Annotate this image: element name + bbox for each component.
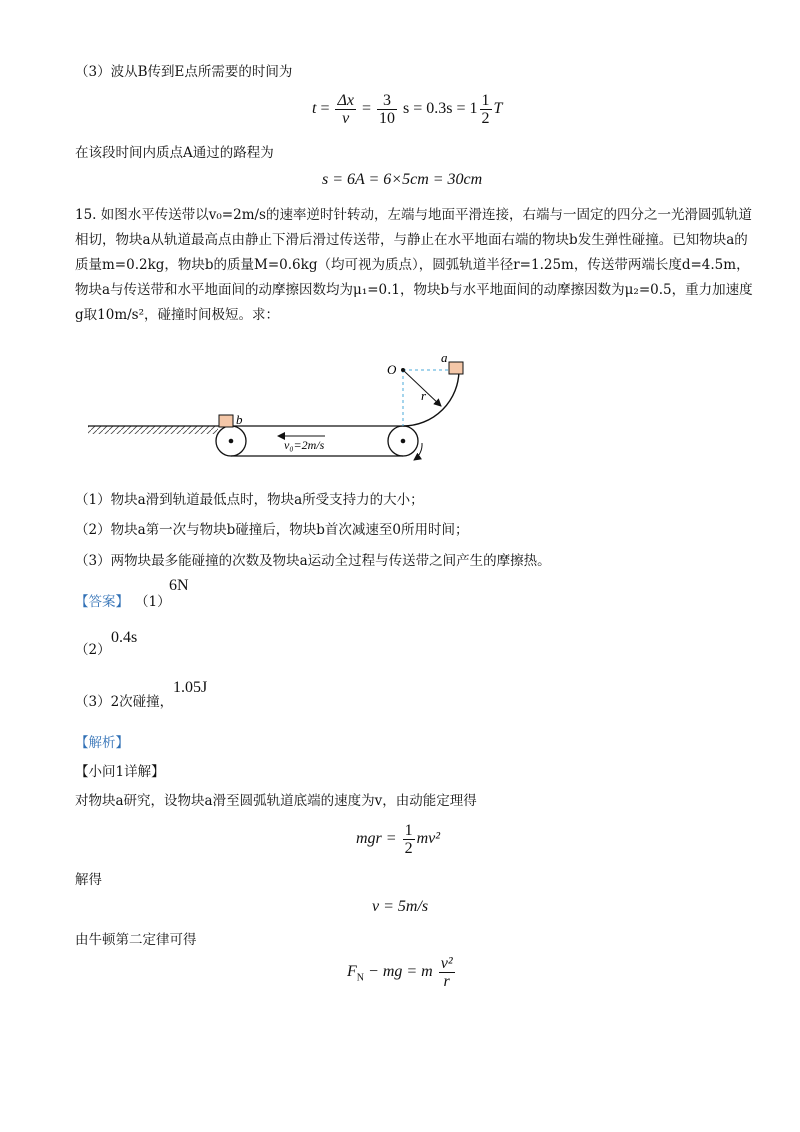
left-pulley-axle: [229, 439, 234, 444]
eq3-F: F: [347, 963, 357, 981]
fraction-1-2: [480, 92, 492, 127]
answer-1-value: 6N: [169, 577, 189, 594]
question-1: （1）物块a滑到轨道最低点时，物块a所受支持力的大小；: [75, 492, 424, 508]
fraction-half: [403, 822, 415, 857]
answer-3-prefix: （3）2次碰撞，: [75, 694, 174, 710]
eq3-mid: − mg = m: [364, 963, 433, 981]
label-a: a: [441, 352, 448, 365]
frac-num: 1: [481, 92, 490, 109]
fraction-3-10: [377, 92, 397, 127]
fraction-v2-r: [439, 955, 455, 990]
label-b: b: [236, 412, 243, 427]
fraction-dx-v: [335, 92, 356, 127]
conveyor-diagram: [85, 352, 485, 472]
newton-text: 由牛顿第二定律可得: [75, 932, 197, 948]
block-b: [219, 415, 233, 427]
rotation-arrow: [414, 443, 422, 460]
velocity-label: v₀=2m/s: [284, 438, 325, 452]
problem-15-text: 15. 如图水平传送带以v₀=2m/s的速率逆时针转动，左端与地面平滑连接，右端与一固定的四分之一光滑圆弧轨道相切，物块a从轨道最高点由静止下滑后滑过传送带，与静止在水平地面右端的物块b发生弹性碰撞。已知物块a的质量m=0.2kg，物块b的质量M=0.6kg（均可视为质点），圆弧轨道半径r=1.25m，传送带两端长度d=4.5m，物块a与传送带和水平地面间的动摩擦因数均为μ₁=0.1，物块b与水平地面间的动摩擦因数为μ₂=0.5，重力加速度g取10m/s²，碰撞时间极短。求：: [75, 207, 753, 323]
answer-2-prefix: （2）: [75, 642, 111, 658]
subquestion-1-label: 【小问1详解】: [75, 764, 165, 780]
frac-num: 3: [377, 92, 397, 110]
solve-text: 解得: [75, 872, 102, 888]
eq-t-symbol: t: [312, 100, 317, 118]
label-O: O: [387, 362, 397, 377]
frac-den: r: [443, 973, 450, 990]
frac-num: Δx: [337, 92, 354, 109]
answer-1-prefix: （1）: [135, 594, 171, 610]
analysis-label: 【解析】: [75, 735, 129, 751]
eq1-left: mgr =: [356, 830, 397, 848]
equation-velocity: v = 5m/s: [372, 898, 429, 915]
answer-label: 【答案】: [75, 594, 129, 610]
eq3-sub: N: [356, 972, 365, 984]
equation-energy: [356, 822, 440, 857]
equation-time: t = $\frac{\Delta x}{v}$ = $\frac{3}{10}$ s = 0.3s = 1 $\frac{1}{2}$ T: [312, 92, 503, 127]
question-3: （3）两物块最多能碰撞的次数及物块a运动全过程与传送带之间产生的摩擦热。: [75, 553, 551, 569]
block-a: [449, 362, 463, 374]
question-2: （2）物块a第一次与物块b碰撞后，物块b首次减速至0所用时间；: [75, 522, 469, 538]
answer-3-value: 1.05J: [173, 679, 208, 696]
path-text: 在该段时间内质点A通过的路程为: [75, 145, 274, 161]
frac-den: 2: [404, 840, 413, 857]
frac-num: 1: [404, 822, 413, 839]
right-pulley-axle: [401, 439, 406, 444]
frac-den: 2: [481, 110, 490, 127]
frac-den: 10: [379, 110, 396, 127]
equation-path: s = 6A = 6×5cm = 30cm: [322, 171, 483, 188]
answer-2-value: 0.4s: [111, 629, 138, 646]
center-point: [401, 368, 405, 372]
frac-den: v: [342, 110, 350, 127]
frac-num: v²: [440, 955, 453, 972]
ground-hatch: [88, 426, 219, 434]
eq-t-mid: s = 0.3s = 1: [403, 100, 478, 118]
analysis-line-1: 对物块a研究，设物块a滑至圆弧轨道底端的速度为v，由动能定理得: [75, 793, 477, 809]
eq1-right: mv²: [416, 830, 441, 848]
eq-T-symbol: T: [493, 100, 503, 118]
part3-heading: （3）波从B传到E点所需要的时间为: [75, 64, 293, 80]
label-r: r: [421, 388, 427, 403]
equation-newton: [347, 955, 457, 990]
